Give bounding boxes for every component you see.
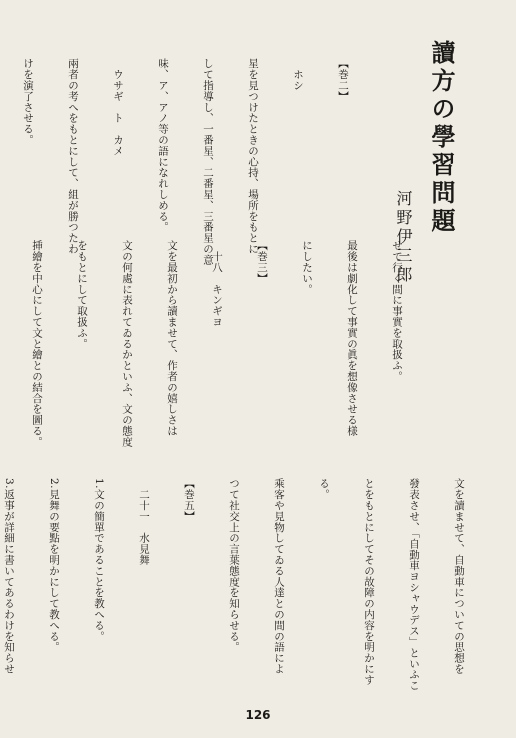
text-column: して指導し、一番星、二番星、三番星の意 (202, 58, 214, 266)
text-column: 【巻三】 (256, 240, 268, 284)
text-column: 2.見舞の要點を明かにして教へる。 (48, 478, 60, 653)
text-column: 1.文の簡單であることを教へる。 (93, 478, 105, 642)
text-column: 3.返事が詳細に書いてあるわけを知らせ (3, 478, 15, 675)
text-column: 挿繪を中心にして文と繪との結合を圖る。 (31, 240, 43, 448)
text-column: つて社交上の言葉態度を知らせる。 (228, 478, 240, 653)
text-block-bottom (3, 478, 496, 700)
article-title: 讀方の學習問題 (427, 40, 456, 236)
text-column: る。 (318, 478, 330, 500)
text-column: 兩者の考へをもとにして、組が勝つたわ (67, 58, 79, 255)
text-column: せて行く間に事實を取扱ふ。 (391, 240, 403, 382)
text-column: をもとにして取扱ふ。 (76, 240, 88, 349)
text-column: 星を見つけたときの心持、場所をもとに (247, 58, 259, 255)
text-column: けを演了させる。 (22, 58, 34, 146)
text-column: 二十一 水見舞 (138, 478, 150, 566)
text-column: 文の何處に表れてゐるかといふ、文の態度 (121, 240, 133, 448)
text-column: 味、ア、アノ等の語になれしめる。 (157, 58, 169, 233)
text-column: 十八 キンギヨ (211, 240, 223, 328)
text-column: にしたい。 (301, 240, 313, 295)
text-column: 【巻二】 (337, 58, 349, 102)
text-column: 發表させ、「自動車ヨシャウデス」といふこ (408, 478, 420, 691)
text-column: 最後は劇化して事實の眞を想像させる様 (346, 240, 358, 437)
text-column: 文を讀ませて、自動車についての思想を (453, 478, 465, 675)
text-column: 乘客や見物してゐる人達との間の語によ (273, 478, 285, 675)
text-column: とをもとにしてその故障の内容を明かにす (363, 478, 375, 686)
text-column: 文を最初から讀ませて、作者の嬉しさは (166, 240, 178, 437)
text-column: 【巻五】 (183, 478, 195, 522)
author-name: 河野伊三郎 (394, 190, 413, 285)
text-column: ウサギ ト カメ (112, 58, 124, 157)
text-block-top-left (31, 240, 434, 470)
page-number: 126 (245, 708, 271, 722)
text-column: ホシ (292, 58, 304, 91)
